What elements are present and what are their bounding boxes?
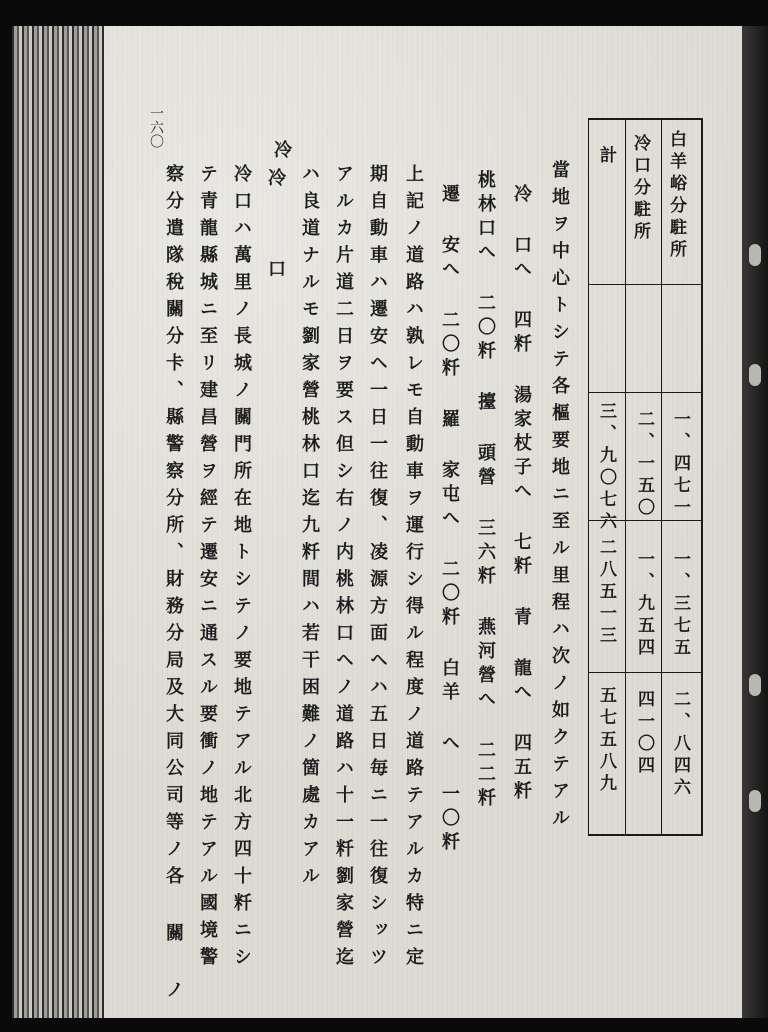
table-rule <box>589 672 701 673</box>
paragraph-line: 冷口ハ萬里ノ長城ノ關門所在地トシテノ要地テアル北方四十粁ニシ <box>231 164 252 974</box>
paragraph-line: ハ良道ナルモ劉家營桃林口迄九粁間ハ若干困難ノ箇處カアル <box>299 164 320 893</box>
paragraph-line: 期自動車ハ遷安ヘ一日一往復、凌源方面ヘハ五日毎ニ一往復シッツ <box>367 164 388 974</box>
binding-hole <box>749 790 761 812</box>
table-row-label: 白羊峪分駐所 <box>666 130 686 262</box>
table-rule <box>589 392 701 393</box>
table-cell: 四一〇四 <box>634 690 654 778</box>
table-cell: 五七五八九 <box>596 686 616 796</box>
binding-hole <box>749 364 761 386</box>
page-number: 一六〇 <box>148 106 164 148</box>
intro-line: 當地ヲ中心トシテ各樞要地ニ至ル里程ハ次ノ如クテアル <box>549 160 570 835</box>
paragraph-line: テ青龍縣城ニ至リ建昌營ヲ經テ遷安ニ通スル要衝ノ地テアル國境警 <box>197 164 218 974</box>
table-divider <box>625 120 626 834</box>
table-row-label: 冷口分駐所 <box>630 134 650 244</box>
table-row-label: 計 <box>596 146 616 168</box>
section-title: 冷 口 <box>265 168 286 303</box>
paragraph-line: アルカ片道二日ヲ要ス但シ右ノ内桃林口ヘノ道路ハ十一粁劉家營迄 <box>333 164 354 974</box>
table-cell: 一、四七一 <box>670 410 690 520</box>
table-cell: 二八五一三 <box>596 538 616 648</box>
binding-hole <box>749 674 761 696</box>
binding-hole <box>749 244 761 266</box>
distance-line: 冷 口へ 四粁 湯家杖子へ 七粁 青 龍へ 四五粁 <box>511 184 532 805</box>
table-cell: 二、一五〇 <box>634 410 654 520</box>
table-cell: 一、九五四 <box>634 550 654 660</box>
distance-line: 桃林口へ 二〇粁 擡 頭營 三六粁 燕河營へ 二二粁 <box>475 170 496 812</box>
paragraph-line: 察分遣隊稅關分卡、縣警察分所、財務分局及大同公司等ノ各 關 ノ <box>163 164 184 1007</box>
book-gutter <box>12 26 104 1018</box>
distance-line: 遷 安へ 二〇粁 羅 家屯へ 二〇粁 白羊 へ 一〇粁 <box>439 184 460 856</box>
table-cell: 一、三七五 <box>670 550 690 660</box>
table-cell: 三、九〇七六 <box>596 402 616 534</box>
paragraph-line: 上記ノ道路ハ孰レモ自動車ヲ運行シ得ル程度ノ道路テアルカ特ニ定 <box>403 164 424 974</box>
table-divider <box>661 120 662 834</box>
table-cell: 二、八四六 <box>670 690 690 800</box>
table-rule <box>589 284 701 285</box>
page-edge <box>742 26 768 1018</box>
station-table <box>588 118 703 836</box>
section-marker: 冷 <box>271 140 292 167</box>
